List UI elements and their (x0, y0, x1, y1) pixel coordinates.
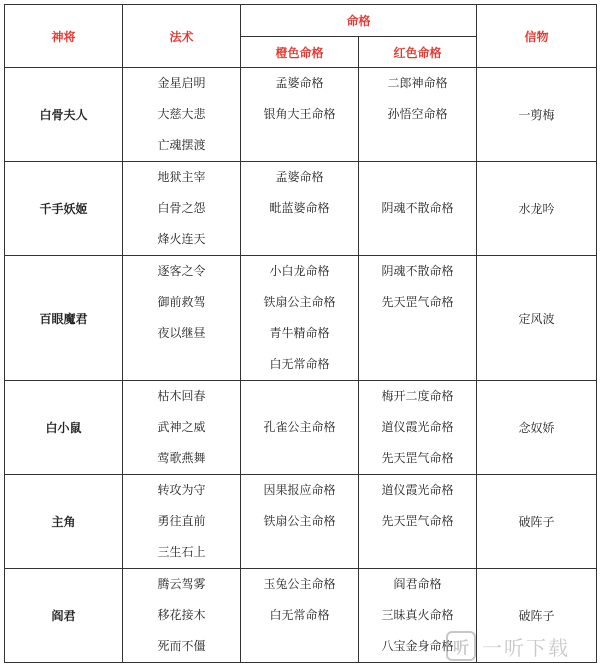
red-fate-cell (359, 475, 477, 569)
spell-item: 死而不僵 (157, 639, 206, 653)
orange-fate-item: 银角大王命格 (263, 107, 336, 121)
spell-cell (123, 256, 241, 381)
token-cell: 破阵子 (477, 569, 597, 663)
spell-item: 武神之威 (157, 420, 206, 434)
orange-fate-cell (241, 381, 359, 475)
watermark-logo-icon: 听 (446, 631, 476, 661)
orange-fate-cell (241, 475, 359, 569)
orange-fate-cell (241, 569, 359, 663)
spell-item: 莺歌燕舞 (157, 451, 206, 465)
token-cell: 定风波 (477, 256, 597, 381)
red-fate-item: 八宝金身命格 (381, 639, 454, 653)
spell-item: 三生石上 (157, 545, 206, 559)
orange-fate-item: 玉兔公主命格 (263, 577, 336, 591)
orange-fate-cell (241, 256, 359, 381)
spell-item: 大慈大悲 (157, 107, 206, 121)
table-row (5, 381, 597, 475)
red-fate-item: 孙悟空命格 (387, 107, 448, 121)
table-row (5, 162, 597, 256)
orange-fate-cell (241, 68, 359, 162)
spell-item: 烽火连天 (157, 232, 206, 246)
red-fate-item: 梅开二度命格 (381, 389, 454, 403)
header-fashu: 法术 (123, 5, 241, 68)
red-fate-item: 三昧真火命格 (381, 608, 454, 622)
orange-fate-item: 白无常命格 (269, 608, 330, 622)
spell-cell (123, 381, 241, 475)
spell-item: 御前救驾 (157, 295, 206, 309)
spell-item: 枯木回春 (157, 389, 206, 403)
orange-fate-item: 小白龙命格 (269, 264, 330, 278)
spell-item: 逐客之令 (157, 264, 206, 278)
table-row (5, 475, 597, 569)
header-mingge: 命格 (241, 5, 477, 37)
hero-name: 白小鼠 (5, 381, 123, 475)
spell-item: 转攻为守 (157, 483, 206, 497)
orange-fate-item: 铁扇公主命格 (263, 295, 336, 309)
header-shenjiang: 神将 (5, 5, 123, 68)
red-fate-cell (359, 256, 477, 381)
spell-cell (123, 475, 241, 569)
token-cell: 一剪梅 (477, 68, 597, 162)
spell-cell (123, 68, 241, 162)
orange-fate-item: 孔雀公主命格 (263, 420, 336, 434)
spell-item: 白骨之怨 (157, 201, 206, 215)
token-cell: 破阵子 (477, 475, 597, 569)
hero-name: 千手妖姬 (5, 162, 123, 256)
spell-item: 移花接木 (157, 608, 206, 622)
orange-fate-item: 铁扇公主命格 (263, 514, 336, 528)
orange-fate-item: 青牛精命格 (269, 326, 330, 340)
spell-item: 勇往直前 (157, 514, 206, 528)
red-fate-cell (359, 381, 477, 475)
orange-fate-item: 因果报应命格 (263, 483, 336, 497)
hero-name: 主角 (5, 475, 123, 569)
red-fate-item: 先天罡气命格 (381, 451, 454, 465)
hero-name: 白骨夫人 (5, 68, 123, 162)
watermark (446, 629, 596, 663)
spell-item: 夜以继昼 (157, 326, 206, 340)
header-xinwu: 信物 (477, 5, 597, 68)
spell-item: 腾云驾雾 (157, 577, 206, 591)
red-fate-cell (359, 68, 477, 162)
red-fate-item: 先天罡气命格 (381, 514, 454, 528)
red-fate-item: 阎君命格 (393, 577, 442, 591)
red-fate-item: 阴魂不散命格 (381, 264, 454, 278)
spell-item: 地狱主宰 (157, 170, 206, 184)
token-cell: 水龙吟 (477, 162, 597, 256)
orange-fate-item: 孟婆命格 (275, 76, 324, 90)
red-fate-item: 道仪霞光命格 (381, 420, 454, 434)
spell-item: 亡魂摆渡 (157, 138, 206, 152)
table-row (5, 256, 597, 381)
orange-fate-cell (241, 162, 359, 256)
red-fate-item: 阴魂不散命格 (381, 201, 454, 215)
hero-table (4, 4, 597, 663)
red-fate-item: 道仪霞光命格 (381, 483, 454, 497)
spell-cell (123, 569, 241, 663)
watermark-text: 一听下载 (482, 635, 570, 660)
header-orange-fate: 橙色命格 (241, 37, 359, 68)
token-cell: 念奴娇 (477, 381, 597, 475)
red-fate-cell (359, 162, 477, 256)
red-fate-item: 先天罡气命格 (381, 295, 454, 309)
spell-item: 金星启明 (157, 76, 206, 90)
spell-cell (123, 162, 241, 256)
orange-fate-item: 白无常命格 (269, 357, 330, 371)
header-red-fate: 红色命格 (359, 37, 477, 68)
orange-fate-item: 孟婆命格 (275, 170, 324, 184)
table-row (5, 68, 597, 162)
hero-name: 阎君 (5, 569, 123, 663)
orange-fate-item: 毗蓝婆命格 (269, 201, 330, 215)
hero-name: 百眼魔君 (5, 256, 123, 381)
red-fate-item: 二郎神命格 (387, 76, 448, 90)
